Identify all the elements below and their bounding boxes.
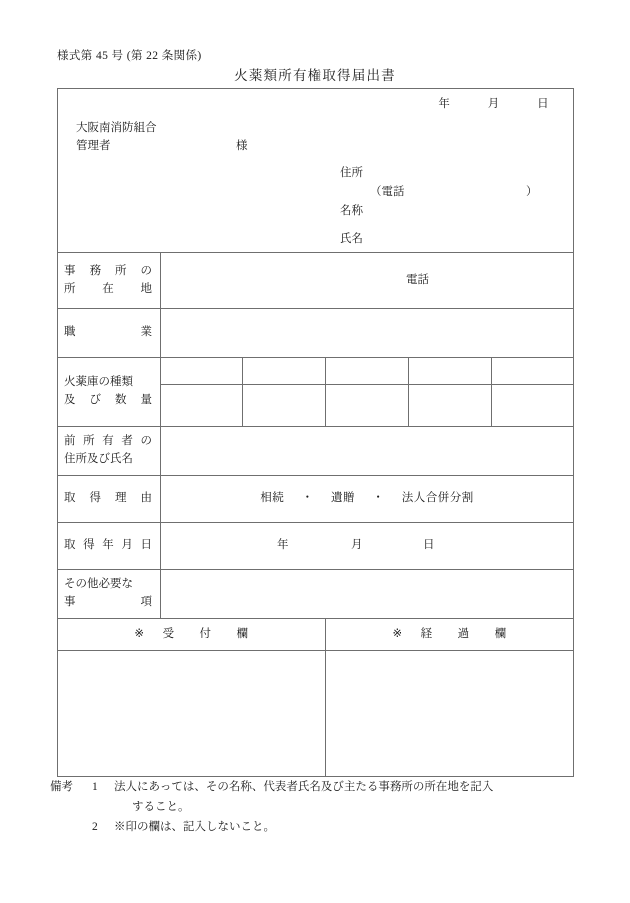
label-previous-owner-line1: 前所有者の: [64, 435, 152, 448]
addressee-block: [76, 119, 248, 156]
progress-mark: ※: [392, 627, 403, 640]
table-row-magazine-1: [58, 358, 574, 385]
label-office-location-line1: 事務所の: [64, 264, 152, 277]
label-magazine-line1: 火薬庫の種類: [64, 376, 133, 389]
note-item-1: [50, 777, 590, 797]
office-tel-label: 電話: [406, 273, 429, 286]
field-office-location[interactable]: [161, 253, 574, 309]
label-previous-owner-line2: 住所及び氏名: [64, 453, 133, 465]
label-magazine-type-quantity: [58, 358, 161, 427]
reason-option-merger-split[interactable]: 法人合併分割: [401, 492, 474, 505]
note-item-2: [50, 817, 590, 837]
field-magazine-r2c3[interactable]: [326, 385, 409, 427]
field-previous-owner[interactable]: [161, 427, 574, 476]
table-row-previous-owner: [58, 427, 574, 476]
label-magazine-line2: 及び数量: [64, 394, 152, 406]
table-row-official-bodies: [58, 651, 574, 777]
field-magazine-r2c5[interactable]: [492, 385, 574, 427]
reason-option-bequest[interactable]: 遺贈: [331, 492, 356, 505]
form-number: 様式第 45 号 (第 22 条関係): [57, 50, 202, 62]
progress-header-text: [326, 626, 573, 644]
field-magazine-r1c1[interactable]: [161, 358, 243, 385]
table-row-other-matters: [58, 570, 574, 619]
table-row-occupation: [58, 309, 574, 358]
reason-separator-2: ・: [372, 492, 385, 505]
field-occupation[interactable]: [161, 309, 574, 358]
acquisition-reason-options: [161, 490, 573, 508]
note-2-line1: ※印の欄は、記入しないこと。: [114, 821, 275, 834]
acquisition-year-label: 年: [277, 539, 289, 552]
field-magazine-r1c3[interactable]: [326, 358, 409, 385]
reason-separator-1: ・: [301, 492, 314, 505]
field-acquisition-reason[interactable]: [161, 476, 574, 523]
addressee-role-row: [76, 137, 248, 155]
acquisition-day-label: 日: [423, 539, 435, 552]
field-acquisition-date[interactable]: [161, 523, 574, 570]
label-other-matters: [58, 570, 161, 619]
reason-option-inheritance[interactable]: 相続: [260, 492, 285, 505]
acquisition-date-line: [161, 523, 573, 569]
form-notes: [50, 777, 590, 837]
applicant-tel-close: ）: [526, 185, 538, 198]
date-day-label: 日: [537, 98, 550, 110]
page-title: 火薬類所有権取得届出書: [234, 68, 396, 83]
label-previous-owner: [58, 427, 161, 476]
field-progress-area[interactable]: [326, 651, 574, 777]
table-row-office-location: [58, 253, 574, 309]
notes-keyword: 備考: [50, 781, 73, 793]
applicant-tel-open: （電話: [370, 185, 405, 198]
label-office-location: [58, 253, 161, 309]
notification-form-table: [57, 88, 574, 777]
addressee-role: 管理者: [76, 140, 111, 153]
table-row-official-headers: [58, 619, 574, 651]
field-reception-area[interactable]: [58, 651, 326, 777]
header-progress-section: [326, 619, 574, 651]
label-other-matters-line2: 事項: [64, 596, 152, 608]
table-row-acquisition-reason: [58, 476, 574, 523]
reception-mark: ※: [134, 627, 145, 640]
applicant-name-label: 氏名: [340, 232, 363, 245]
field-magazine-r1c2[interactable]: [243, 358, 326, 385]
progress-label: 経過欄: [420, 627, 507, 640]
field-magazine-r2c1[interactable]: [161, 385, 243, 427]
note-1-line2: すること。: [132, 801, 190, 814]
reception-header-text: [58, 626, 325, 644]
date-year-label: 年: [438, 98, 451, 110]
label-occupation-text: 職業: [64, 326, 152, 339]
table-row-header-block: [58, 89, 574, 253]
label-acquisition-reason: [58, 476, 161, 523]
applicant-company-label: 名称: [340, 204, 363, 217]
field-magazine-r1c5[interactable]: [492, 358, 574, 385]
acquisition-month-label: 月: [351, 539, 363, 552]
table-row-acquisition-date: [58, 523, 574, 570]
applicant-address-label: 住所: [340, 167, 363, 179]
applicant-block: [340, 164, 538, 249]
note-2-number: 2: [92, 821, 98, 834]
applicant-spacer: [340, 221, 405, 230]
note-1-number: 1: [92, 781, 98, 793]
header-reception-section: [58, 619, 326, 651]
label-other-matters-line1: その他必要な: [64, 578, 133, 591]
label-acquisition-date-text: 取得年月日: [64, 539, 152, 552]
header-block-cell: [58, 89, 574, 253]
label-occupation: [58, 309, 161, 358]
label-office-location-line2: 所在地: [64, 282, 152, 295]
addressee-organization: 大阪南消防組合: [76, 122, 157, 134]
reception-label: 受付欄: [162, 627, 249, 640]
field-magazine-r2c4[interactable]: [409, 385, 492, 427]
addressee-honorific: 様: [236, 140, 248, 153]
applicant-tel-row: [340, 183, 538, 202]
field-magazine-r1c4[interactable]: [409, 358, 492, 385]
submission-date-line: [438, 96, 549, 114]
note-1-line1: 法人にあっては、その名称、代表者氏名及び主たる事務所の所在地を記入: [114, 781, 494, 793]
field-other-matters[interactable]: [161, 570, 574, 619]
label-acquisition-date: [58, 523, 161, 570]
field-magazine-r2c2[interactable]: [243, 385, 326, 427]
label-acquisition-reason-text: 取得理由: [64, 492, 152, 505]
date-month-label: 月: [487, 98, 500, 110]
